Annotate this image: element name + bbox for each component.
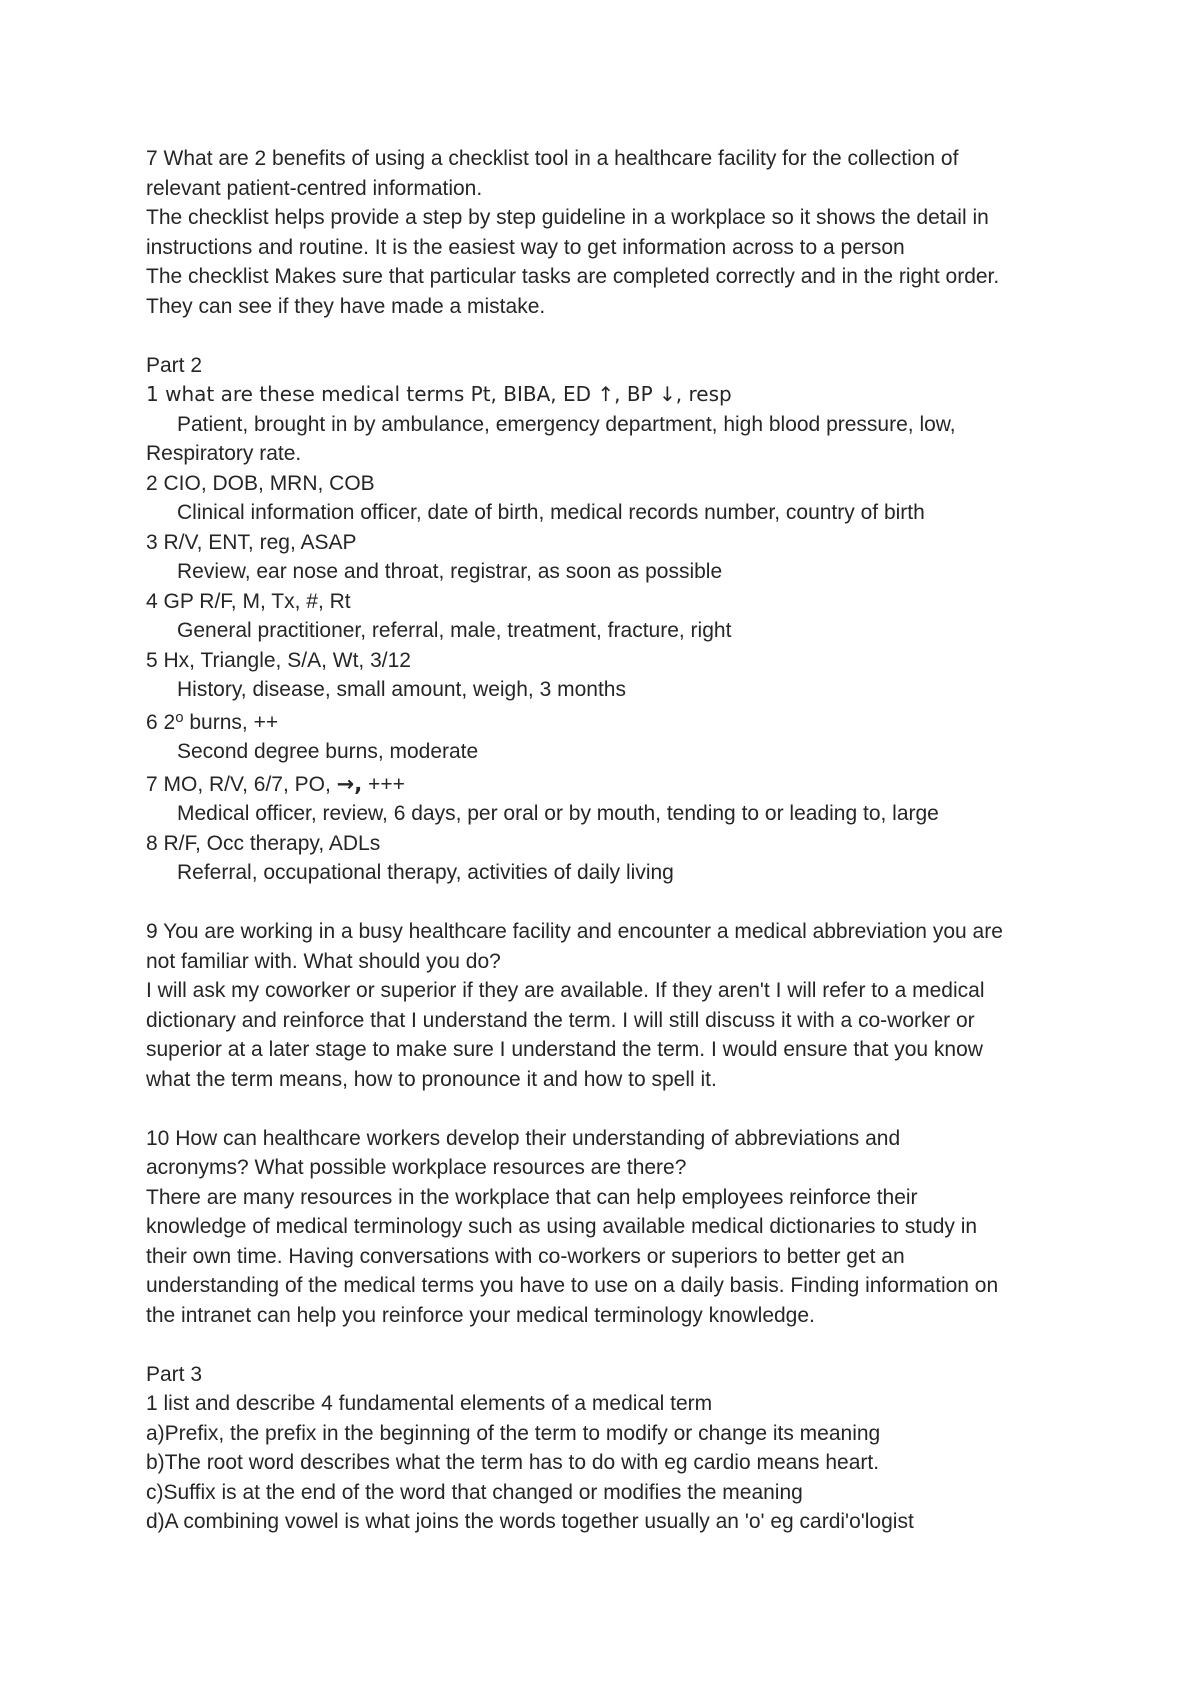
question-9-block — [146, 917, 1076, 1094]
answer-text: the intranet can help you reinforce your medical terminology knowledge. — [146, 1303, 815, 1327]
degree-superscript: o — [175, 708, 184, 726]
abbrev-question-6 — [146, 708, 1076, 738]
list-item: c)Suffix is at the end of the word that changed or modifies the meaning — [146, 1480, 803, 1504]
answer-text: knowledge of medical terminology such as using available medical dictionaries to study in — [146, 1215, 978, 1238]
paragraph-gap — [146, 1094, 1076, 1124]
section-heading: Part 3 — [146, 1362, 203, 1386]
section-heading: Part 2 — [146, 353, 203, 377]
list-item: b)The root word describes what the term has to do with eg cardio means heart. — [146, 1451, 880, 1474]
abbrev-answer: Medical officer, review, 6 days, per oral or by mouth, tending to or leading to, large — [177, 802, 939, 825]
answer-text: The checklist helps provide a step by step guideline in a workplace so it shows the detail in — [146, 206, 989, 229]
answer-text: understanding of the medical terms you have to use on a daily basis. Finding information on — [146, 1274, 999, 1297]
answer-text: The checklist Makes sure that particular tasks are completed correctly and in the right order. — [146, 265, 1000, 288]
abbrev-question-7 — [146, 770, 1076, 800]
list-item: d)A combining vowel is what joins the words together usually an 'o' eg cardi'o'logist — [146, 1510, 914, 1533]
question-text: acronyms? What possible workplace resources are there? — [146, 1156, 687, 1179]
part-3-section — [146, 1360, 1076, 1537]
question-text: 7 What are 2 benefits of using a checklist tool in a healthcare facility for the collection of — [146, 147, 959, 170]
answer-text: They can see if they have made a mistake. — [146, 294, 546, 318]
document-body — [146, 144, 1076, 1537]
question-7-block — [146, 144, 1076, 321]
question-10-block — [146, 1124, 1076, 1331]
abbrev-question-4: 4 GP R/F, M, Tx, #, Rt — [146, 589, 351, 613]
answer-text: their own time. Having conversations with co-workers or superiors to better get an — [146, 1244, 905, 1268]
paragraph-gap — [146, 321, 1076, 351]
abbrev-question-1: 1 what are these medical terms Pt, BIBA, ED ↑, BP ↓, resp — [146, 382, 732, 406]
abbrev-answer: Referral, occupational therapy, activities of daily living — [177, 861, 674, 884]
question-text: 1 list and describe 4 fundamental elements of a medical term — [146, 1392, 713, 1415]
abbrev-answer: Second degree burns, moderate — [177, 740, 479, 763]
question-prefix: 6 2 — [146, 710, 176, 734]
list-item: a)Prefix, the prefix in the beginning of the term to modify or change its meaning — [146, 1421, 881, 1445]
abbrev-answer: Patient, brought in by ambulance, emergency department, high blood pressure, low, — [177, 412, 956, 436]
question-suffix: burns, ++ — [183, 710, 279, 734]
answer-text: There are many resources in the workplace that can help employees reinforce their — [146, 1185, 918, 1209]
paragraph-gap — [146, 888, 1076, 918]
question-text: relevant patient-centred information. — [146, 176, 483, 200]
abbrev-answer: Respiratory rate. — [146, 442, 302, 465]
abbrev-question-2: 2 CIO, DOB, MRN, COB — [146, 471, 375, 495]
answer-text: instructions and routine. It is the easiest way to get information across to a person — [146, 235, 905, 259]
abbrev-answer: Clinical information officer, date of birth, medical records number, country of birth — [177, 501, 925, 524]
right-arrow-icon: →, — [336, 771, 363, 796]
abbrev-question-3: 3 R/V, ENT, reg, ASAP — [146, 530, 357, 554]
question-text: 10 How can healthcare workers develop their understanding of abbreviations and — [146, 1126, 901, 1150]
question-prefix: 7 MO, R/V, 6/7, PO, — [146, 772, 337, 796]
abbrev-answer: General practitioner, referral, male, treatment, fracture, right — [177, 619, 732, 642]
abbrev-question-5: 5 Hx, Triangle, S/A, Wt, 3/12 — [146, 648, 411, 672]
question-text: 9 You are working in a busy healthcare facility and encounter a medical abbreviation you are — [146, 920, 1003, 943]
answer-text: I will ask my coworker or superior if they are available. If they aren't I will refer to a medical — [146, 979, 985, 1002]
question-suffix: +++ — [362, 772, 405, 796]
abbrev-answer: History, disease, small amount, weigh, 3 months — [177, 678, 626, 701]
paragraph-gap — [146, 1330, 1076, 1360]
abbrev-question-8: 8 R/F, Occ therapy, ADLs — [146, 831, 381, 855]
answer-text: what the term means, how to pronounce it and how to spell it. — [146, 1067, 717, 1091]
abbrev-answer: Review, ear nose and throat, registrar, as soon as possible — [177, 560, 723, 583]
answer-text: superior at a later stage to make sure I understand the term. I would ensure that you know — [146, 1038, 983, 1061]
part-2-section — [146, 351, 1076, 1331]
question-text: not familiar with. What should you do? — [146, 949, 501, 973]
answer-text: dictionary and reinforce that I understand the term. I will still discuss it with a co-worker or — [146, 1008, 975, 1032]
